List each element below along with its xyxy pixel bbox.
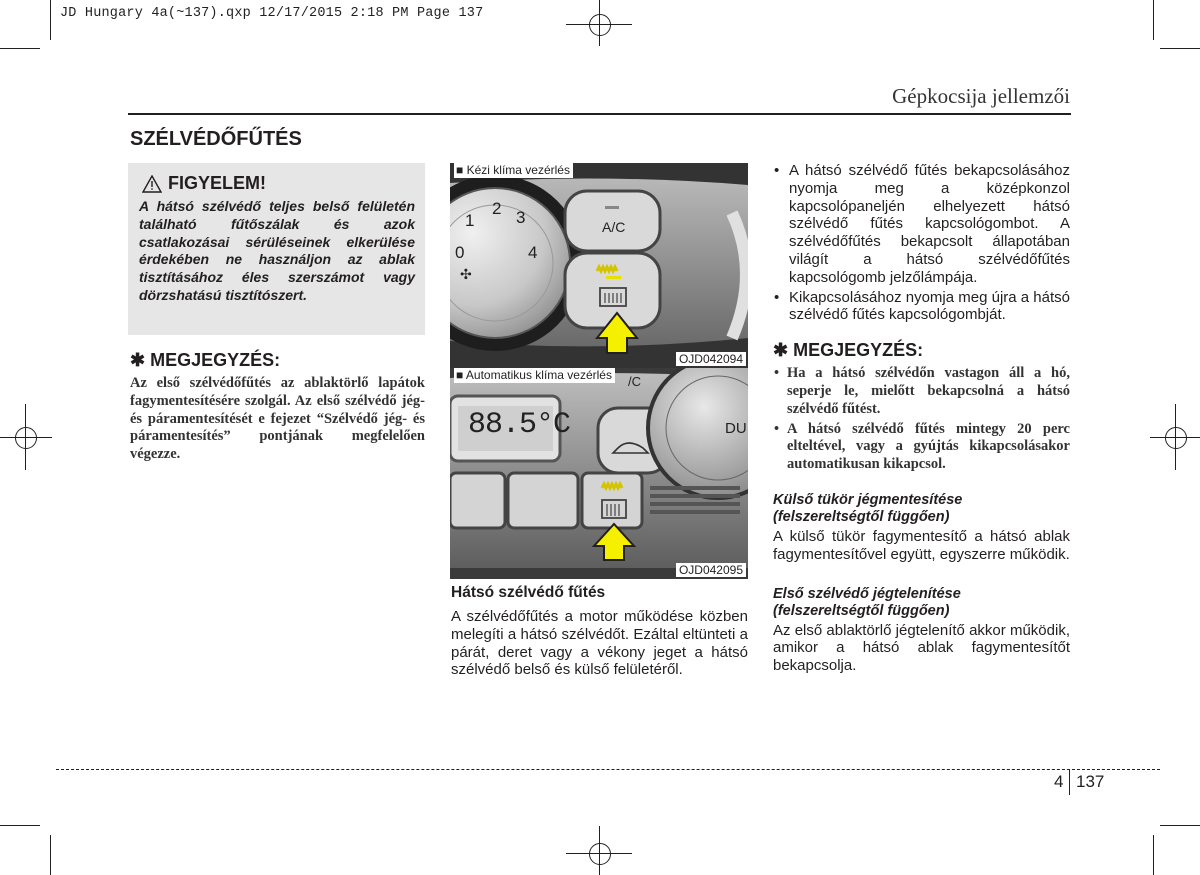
photo-2-code: OJD042095 [676, 563, 746, 577]
note-1 [130, 350, 425, 464]
note-2-item: • Ha a hátsó szélvédőn vastagon áll a hó, seperje le, mielőtt bekapcsolná a hátsó szélvédő fűtést. [773, 365, 1070, 418]
warning-title [142, 173, 266, 194]
square-bullet-icon: ■ [456, 368, 464, 382]
dial-number: 1 [465, 211, 475, 230]
note-2-title [773, 340, 1070, 361]
mirror-text: A külső tükör fagymentesítő a hátsó ablak fagymentesítővel együtt, egyszerre működik. [773, 527, 1070, 563]
note-2-title-text: MEGJEGYZÉS: [793, 340, 924, 361]
note-2-list [773, 365, 1070, 474]
dial-number: 4 [528, 243, 538, 262]
note-1-title [130, 350, 425, 371]
mirror-heading: Külső tükör jégmentesítése (felszereltségtől függően) [773, 491, 963, 526]
ac-button-label: A/C [602, 219, 626, 235]
chapter-number: 4 [1054, 772, 1064, 791]
page-number-divider [1069, 769, 1070, 795]
instruction-item: • Kikapcsolásához nyomja meg újra a hátsó szélvédő fűtés kapcsológombját. [773, 289, 1070, 325]
temperature-display: 88.5°C [468, 408, 571, 442]
asterisk-icon: ✱ [130, 350, 146, 370]
warning-title-text: FIGYELEM! [168, 173, 266, 193]
automatic-climate-photo [450, 368, 748, 579]
dual-button-label: DU [725, 420, 747, 437]
dial-number: 3 [516, 208, 526, 227]
instruction-list [773, 162, 1070, 324]
front-wiper-heading: Első szélvédő jégtelenítése (felszereltségtől függően) [773, 585, 961, 620]
fan-icon: ✣ [460, 266, 472, 282]
note-1-title-text: MEGJEGYZÉS: [150, 350, 281, 370]
warning-box [128, 163, 425, 335]
running-title: Gépkocsija jellemzői [892, 84, 1070, 108]
automatic-climate-illustration [450, 368, 748, 579]
page-number: 137 [1076, 772, 1105, 791]
warning-text: A hátsó szélvédő teljes belső felületén található fűtőszálak és azok csatlakozásai sérüléseinek elkerülése érdekében ne használjon az ablak tisztításához éles szerszámot vagy dörzshatású tisztítószert. [139, 198, 415, 303]
square-bullet-icon: ■ [456, 163, 464, 177]
photo-1-caption: ■ Kézi klíma vezérlés [454, 163, 573, 178]
rear-heater-section [451, 584, 748, 679]
right-column [773, 162, 1070, 675]
section-title: SZÉLVÉDŐFŰTÉS [130, 128, 302, 150]
rear-heater-heading: Hátsó szélvédő fűtés [451, 584, 606, 601]
print-header: JD Hungary 4a(~137).qxp 12/17/2015 2:18 PM Page 137 [60, 6, 484, 21]
front-wiper-text: Az első ablaktörlő jégtelenítő akkor működik, amikor a hátsó ablak fagymentesítőt bekapcsolja. [773, 621, 1070, 675]
instruction-item: • A hátsó szélvédő fűtés bekapcsolásához nyomja meg a középkonzol kapcsolópaneljén elhelyezett hátsó szélvédő fűtés kapcsológombot. A szélvédőfűtés bekapcsolt állapotában világít a hátsó szélvédőfűtés kapcsológomb jelzőlámpája. [773, 162, 1070, 287]
rear-heater-text: A szélvédőfűtés a motor működése közben melegíti a hátsó szélvédőt. Ezáltal eltünteti a párát, deret vagy a vékony jeget a hátsó szélvédő belső és külső felületéről. [451, 608, 748, 679]
photo-2-caption: ■ Automatikus klíma vezérlés [454, 368, 615, 383]
warning-triangle-icon [142, 175, 162, 193]
note-2-item: • A hátsó szélvédő fűtés mintegy 20 perc elteltével, vagy a gyújtás kikapcsolásakor automatikusan kikapcsol. [773, 421, 1070, 474]
footer-dashed-rule [56, 769, 1160, 770]
ac-button-label: /C [628, 374, 641, 389]
photo-1-code: OJD042094 [676, 352, 746, 366]
dial-number: 0 [455, 243, 465, 262]
manual-climate-photo [450, 163, 748, 368]
manual-climate-illustration [450, 163, 748, 368]
dial-number: 2 [492, 199, 502, 218]
asterisk-icon: ✱ [773, 340, 789, 361]
header-rule [128, 113, 1071, 115]
note-1-text: Az első szélvédőfűtés az ablaktörlő lapátok fagymentesítésére szolgál. Az első szélvédő jég- és páramentesítését e fejezet “Szélvédő jég- és páramentesítés” pontjának megfelelően végezze. [130, 375, 425, 463]
